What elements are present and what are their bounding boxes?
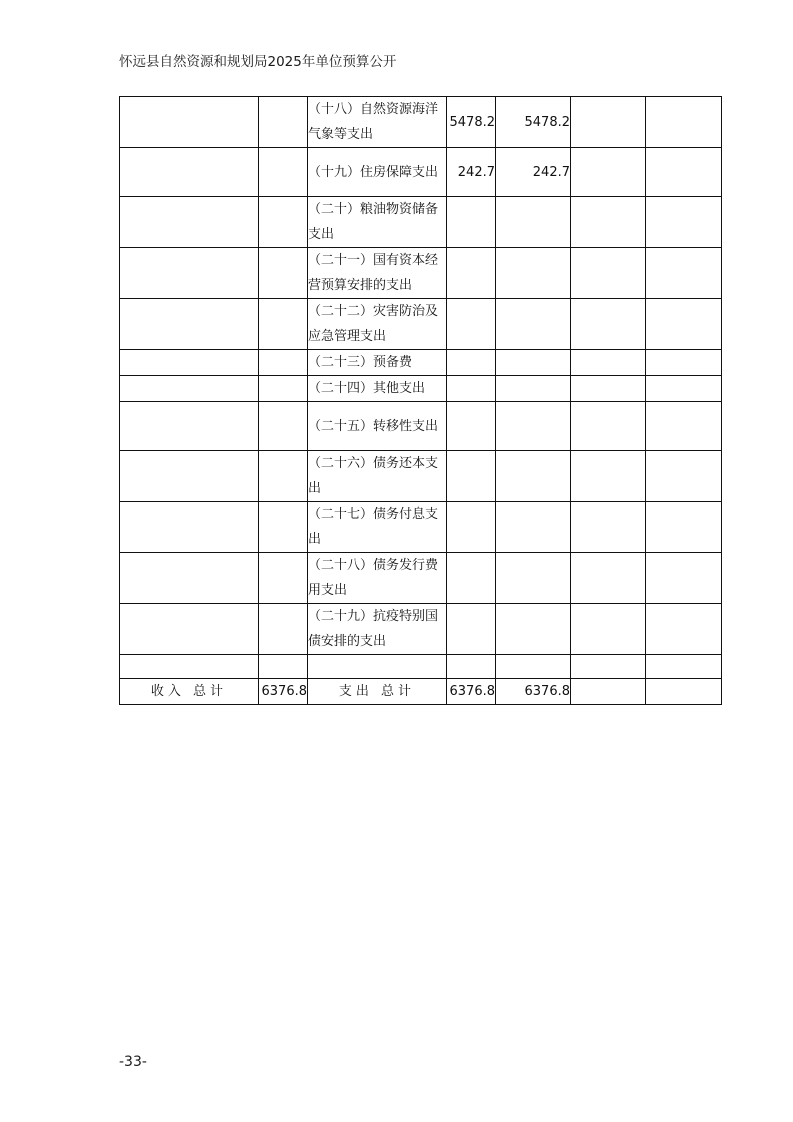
expense-amount-cell xyxy=(496,604,571,655)
expense-total-cell xyxy=(447,248,496,299)
page-number: -33- xyxy=(119,1054,147,1070)
expense-amount-cell xyxy=(646,148,722,197)
expense-item-name: （二十）粮油物资储备支出 xyxy=(308,197,447,248)
table-row xyxy=(120,604,722,655)
income-item-cell xyxy=(120,376,259,402)
empty-cell xyxy=(259,655,308,679)
income-item-cell xyxy=(120,553,259,604)
expense-amount-cell xyxy=(571,197,646,248)
expense-total-cell: 242.7 xyxy=(447,148,496,197)
expense-item-name: （二十二）灾害防治及应急管理支出 xyxy=(308,299,447,350)
table-row xyxy=(120,502,722,553)
expense-amount-cell xyxy=(646,299,722,350)
income-amount-cell xyxy=(259,402,308,451)
income-item-cell xyxy=(120,197,259,248)
expense-amount-cell xyxy=(571,376,646,402)
empty-cell xyxy=(447,655,496,679)
expense-item-name: （二十九）抗疫特别国债安排的支出 xyxy=(308,604,447,655)
expense-total-cell xyxy=(447,299,496,350)
expense-amount-cell xyxy=(646,604,722,655)
income-amount-cell xyxy=(259,97,308,148)
table-row xyxy=(120,299,722,350)
expense-amount-cell xyxy=(571,148,646,197)
income-amount-cell xyxy=(259,376,308,402)
income-amount-cell xyxy=(259,148,308,197)
empty-cell xyxy=(496,655,571,679)
income-amount-cell xyxy=(259,299,308,350)
expense-amount-cell xyxy=(496,197,571,248)
income-amount-cell xyxy=(259,350,308,376)
expense-total-cell xyxy=(447,553,496,604)
expense-amount-cell xyxy=(496,376,571,402)
table-row xyxy=(120,402,722,451)
income-amount-cell xyxy=(259,248,308,299)
table-row xyxy=(120,97,722,148)
expense-amount-cell xyxy=(496,553,571,604)
expense-total-cell xyxy=(447,350,496,376)
expense-amount-cell xyxy=(496,402,571,451)
income-item-cell xyxy=(120,350,259,376)
expense-total-cell xyxy=(447,197,496,248)
table-row xyxy=(120,553,722,604)
expense-amount-cell xyxy=(646,197,722,248)
expense-amount-cell xyxy=(646,451,722,502)
income-item-cell xyxy=(120,97,259,148)
table-row xyxy=(120,376,722,402)
empty-cell xyxy=(646,679,722,705)
expense-total-cell xyxy=(447,451,496,502)
income-total-value: 6376.8 xyxy=(259,679,308,705)
expense-amount-cell xyxy=(496,299,571,350)
table-row xyxy=(120,148,722,197)
expense-total-cell xyxy=(447,376,496,402)
expense-amount-cell xyxy=(496,248,571,299)
empty-cell xyxy=(308,655,447,679)
expense-amount-cell xyxy=(571,402,646,451)
income-item-cell xyxy=(120,402,259,451)
expense-total-label: 支出 总计 xyxy=(308,679,447,705)
table-row xyxy=(120,197,722,248)
expense-total-cell: 5478.2 xyxy=(447,97,496,148)
expense-amount-cell xyxy=(571,299,646,350)
expense-total-cell xyxy=(447,402,496,451)
expense-item-name: （二十五）转移性支出 xyxy=(308,402,447,451)
totals-row xyxy=(120,679,722,705)
expense-amount-cell xyxy=(496,502,571,553)
table-row-empty xyxy=(120,655,722,679)
empty-cell xyxy=(571,655,646,679)
income-total-label: 收入 总计 xyxy=(120,679,259,705)
income-amount-cell xyxy=(259,604,308,655)
expense-item-name: （二十一）国有资本经营预算安排的支出 xyxy=(308,248,447,299)
expense-amount-cell xyxy=(571,502,646,553)
income-amount-cell xyxy=(259,197,308,248)
expense-amount-cell xyxy=(571,553,646,604)
empty-cell xyxy=(646,655,722,679)
expense-amount-cell: 5478.2 xyxy=(496,97,571,148)
income-item-cell xyxy=(120,248,259,299)
expense-item-name: （二十三）预备费 xyxy=(308,350,447,376)
empty-cell xyxy=(120,655,259,679)
expense-total-cell xyxy=(447,604,496,655)
expense-amount-cell xyxy=(496,451,571,502)
income-item-cell xyxy=(120,148,259,197)
expense-amount-cell xyxy=(571,97,646,148)
table-row xyxy=(120,350,722,376)
income-amount-cell xyxy=(259,502,308,553)
expense-item-name: （二十八）债务发行费用支出 xyxy=(308,553,447,604)
income-item-cell xyxy=(120,299,259,350)
table-row xyxy=(120,451,722,502)
expense-amount-cell xyxy=(646,502,722,553)
income-amount-cell xyxy=(259,451,308,502)
expense-item-name: （十八）自然资源海洋气象等支出 xyxy=(308,97,447,148)
expense-total-value-2: 6376.8 xyxy=(496,679,571,705)
expense-item-name: （二十六）债务还本支出 xyxy=(308,451,447,502)
income-item-cell xyxy=(120,451,259,502)
empty-cell xyxy=(571,679,646,705)
expense-item-name: （十九）住房保障支出 xyxy=(308,148,447,197)
expense-amount-cell: 242.7 xyxy=(496,148,571,197)
budget-table xyxy=(119,96,722,705)
expense-total-cell xyxy=(447,502,496,553)
table-row xyxy=(120,248,722,299)
expense-amount-cell xyxy=(646,97,722,148)
expense-item-name: （二十四）其他支出 xyxy=(308,376,447,402)
expense-amount-cell xyxy=(571,248,646,299)
expense-amount-cell xyxy=(646,553,722,604)
expense-amount-cell xyxy=(646,376,722,402)
expense-amount-cell xyxy=(571,350,646,376)
expense-item-name: （二十七）债务付息支出 xyxy=(308,502,447,553)
expense-amount-cell xyxy=(646,402,722,451)
income-item-cell xyxy=(120,502,259,553)
expense-amount-cell xyxy=(571,451,646,502)
expense-total-value: 6376.8 xyxy=(447,679,496,705)
income-amount-cell xyxy=(259,553,308,604)
expense-amount-cell xyxy=(496,350,571,376)
expense-amount-cell xyxy=(646,248,722,299)
expense-amount-cell xyxy=(571,604,646,655)
page-header-title: 怀远县自然资源和规划局2025年单位预算公开 xyxy=(119,54,397,70)
expense-amount-cell xyxy=(646,350,722,376)
income-item-cell xyxy=(120,604,259,655)
